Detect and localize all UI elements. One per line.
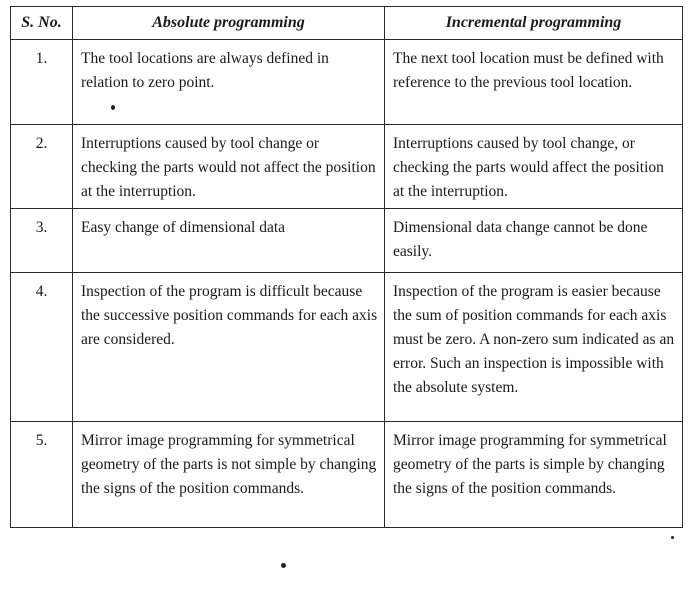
header-absolute: Absolute programming: [73, 7, 385, 40]
table-row: [11, 209, 683, 273]
incremental-cell: Inspection of the program is easier because the sum of position commands for each axis must be zero. A non-zero sum indicated as an error. Such an inspection is impossible with the absolute system.: [385, 273, 683, 422]
serial-number: 2.: [11, 125, 73, 209]
incremental-cell: Interruptions caused by tool change, or checking the parts would affect the position at the interruption.: [385, 125, 683, 209]
comparison-table: [10, 6, 683, 528]
table-row: [11, 273, 683, 422]
header-row: [11, 7, 683, 40]
absolute-cell: Interruptions caused by tool change or checking the parts would not affect the position at the interruption.: [73, 125, 385, 209]
absolute-cell: Inspection of the program is difficult because the successive position commands for each axis are considered.: [73, 273, 385, 422]
serial-number: 3.: [11, 209, 73, 273]
incremental-cell: The next tool location must be defined with reference to the previous tool location.: [385, 40, 683, 125]
header-incremental: Incremental programming: [385, 7, 683, 40]
scan-speck: [671, 536, 674, 539]
incremental-cell: Dimensional data change cannot be done easily.: [385, 209, 683, 273]
incremental-cell: Mirror image programming for symmetrical geometry of the parts is simple by changing the signs of the position commands.: [385, 422, 683, 528]
serial-number: 1.: [11, 40, 73, 125]
serial-number: 5.: [11, 422, 73, 528]
table-row: [11, 125, 683, 209]
header-sno: S. No.: [11, 7, 73, 40]
table-row: [11, 40, 683, 125]
absolute-cell: Mirror image programming for symmetrical geometry of the parts is not simple by changing the signs of the position commands.: [73, 422, 385, 528]
absolute-cell: The tool locations are always defined in relation to zero point.: [73, 40, 385, 125]
serial-number: 4.: [11, 273, 73, 422]
scan-speck: [111, 105, 115, 110]
table-row: [11, 422, 683, 528]
absolute-cell: Easy change of dimensional data: [73, 209, 385, 273]
scan-speck: [281, 563, 286, 568]
